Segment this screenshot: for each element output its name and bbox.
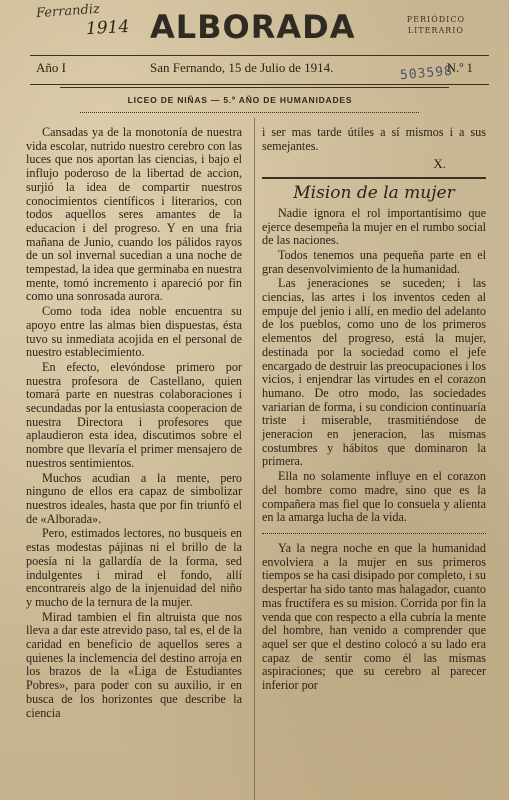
editorial-paragraph: Como toda idea noble encuentra su apoyo entre las almas bien dispuestas, ésta tuvo su inmediata acojida en el personal de nuestro establecimiento. xyxy=(26,304,242,360)
article-paragraph: Las jeneraciones se suceden; i las ciencias, las artes i los inventos ceden al empuje del jenio i allí, en medio del adelanto de los pueblos, como uno de los primeros elementos del progreso, está la mujer, destinada por la sociedad como el jefe encargado de destruir las preocupaciones i los vicios, i enjendrar las virtudes en el corazon humano. De otro modo, las sociedades variarian de forma, i su condicion continuaría triste i miserable, trasmitiéndose de jeneracion en jeneracion, las mismas costumbres y hábitos que dominaron la primera. xyxy=(262,276,486,469)
archive-stamp: 503598 xyxy=(399,63,454,84)
newspaper-title: ALBORADA xyxy=(150,8,356,46)
article-paragraph: Nadie ignora el rol importantísimo que ejerce desempeña la mujer en el rumbo social de las naciones. xyxy=(262,205,486,248)
editorial-signoff: X. xyxy=(433,156,446,172)
article-divider xyxy=(262,177,486,179)
article-title: Mision de la mujer xyxy=(293,183,455,204)
article-paragraph: Todos tenemos una pequeña parte en el gran desenvolvimiento de la humanidad. xyxy=(262,247,486,276)
article-paragraph: Ella no solamente influye en el corazon del hombre como madre, sino que es la compañera mas fiel que lo consuela y alienta en la amarga lucha de la vida. xyxy=(262,469,486,525)
infobar-bottom-rule xyxy=(30,84,489,85)
date-line: San Fernando, 15 de Julio de 1914. xyxy=(150,60,334,75)
tagline-line-2: LITERARIO xyxy=(407,26,464,35)
tagline-line-1: PERIÓDICO xyxy=(406,15,465,24)
newspaper-tagline xyxy=(407,14,465,36)
editorial-paragraph: Cansadas ya de la monotonía de nuestra vida escolar, nutrido nuestro cerebro con las luces que nos aportan las ciencias, i bajo el influjo poderoso de la libertad de accion, surjió la idea de compartir nuestros conocimientos científicos i literarios, con todos aquellos seres amantes de la educacion i del progreso. Y en una fria mañana de Junio, cuando los pálidos rayos de un sol invernal sucedian a una noche de tempestad, la idea que germinaba en nuestra mente, tomó incremento i apareció por fin como una sonrosada aurora. xyxy=(26,125,242,304)
column-separator xyxy=(254,118,255,800)
masthead xyxy=(0,0,509,58)
editorial-paragraph: Pero, estimados lectores, no busqueis en estas modestas pájinas ni el brillo de la poesía ni la gallardía de la forma, sed indulgentes i mirad el fondo, allí encontrareis algo de la injenuidad del niño y mucho de la ternura de la mujer. xyxy=(26,526,242,609)
subheader-rule xyxy=(80,112,419,113)
issue-number: N.º 1 xyxy=(446,60,473,75)
masthead-top-rule xyxy=(30,55,489,56)
editorial-paragraph: Mirad tambien el fin altruista que nos lleva a dar este atrevido paso, tal es, el de la caridad en beneficio de aquellos seres a quienes la inclemencia del destino arroja en los brazos de la «Liga de Estudiantes Pobres», para poder con su auxilio, ir en busca de los horizontes que describe la ciencia xyxy=(26,609,242,720)
article-paragraph: Ya la negra noche en que la humanidad envolviera a la mujer en sus primeros tiempos se ha casi disipado por completo, i su despertar ha sido tanto mas halagador, cuanto mas fructífera es su mision. Corrida por fin la venda que con respecto a ella cubría la mente del hombre, han venido a comprender que aquel ser que el destino colocó a su lado era capaz de sentir como él las mismas aspiraciones; que su cerebro al parecer inferior por xyxy=(262,540,486,693)
year-label: Año I xyxy=(36,60,66,75)
editorial-continuation: i ser mas tarde útiles a sí mismos i a sus semejantes. xyxy=(262,125,486,153)
section-subheader: LICEO DE NIÑAS — 5.º AÑO DE HUMANIDADES xyxy=(127,95,353,105)
left-column-editorial xyxy=(26,126,242,720)
handwritten-annotation: Ferrandiz xyxy=(35,1,101,22)
infobar-bottom-rule-2 xyxy=(60,87,449,88)
handwritten-year: 1914 xyxy=(85,16,130,40)
editorial-paragraph: Muchos acudian a la mente, pero ninguno de ellos era capaz de simbolizar nuestros ideales, hasta que por fin triunfó el de «Alborada». xyxy=(26,470,242,526)
editorial-paragraph: En efecto, elevóndose primero por nuestra profesora de Castellano, quien tomará parte en nuestras colaboraciones i secundadas por la entusiasta cooperacion de nuestra Directora i profesores que aplaudieron esta idea, discutimos sobre el nombre que llevaría el primer mensajero de nuestros sentimientos. xyxy=(26,359,242,470)
right-column xyxy=(262,126,486,693)
section-break-rule xyxy=(262,533,486,534)
